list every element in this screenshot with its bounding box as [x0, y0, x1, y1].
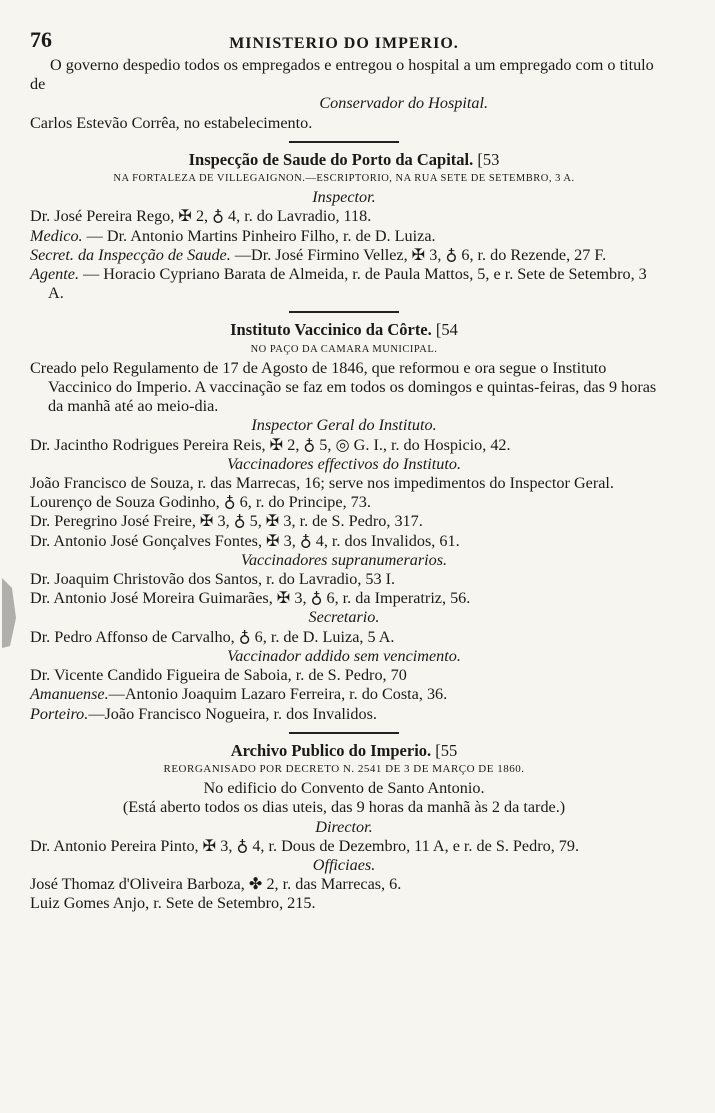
inspeccao-entry: [30, 207, 658, 226]
vaccinico-supranumerarios-label: Vaccinadores supranumerarios.: [240, 550, 448, 569]
entry-role: Porteiro.: [30, 704, 89, 723]
entry-role: Amanuense.: [30, 685, 109, 704]
list-item: Dr. Antonio José Gonçalves Fontes, ✠ 3, ♁ 4, r. dos Invalidos, 61.: [30, 531, 460, 550]
inspeccao-ref: [53: [477, 149, 500, 169]
entry-text: Dr. José Pereira Rego, ✠ 2, ♁ 4, r. do Lavradio, 118.: [30, 207, 372, 226]
list-item: Luiz Gomes Anjo, r. Sete de Setembro, 215.: [30, 894, 316, 913]
archivo-hours: (Está aberto todos os dias uteis, das 9 horas da manhã às 2 da tarde.): [122, 798, 566, 817]
list-item: Dr. Peregrino José Freire, ✠ 3, ♁ 5, ✠ 3, r. de S. Pedro, 317.: [30, 512, 423, 531]
running-head: MINISTERIO DO IMPERIO.: [229, 35, 459, 52]
entry-text: — Dr. Antonio Martins Pinheiro Filho, r. de D. Luiza.: [86, 226, 436, 245]
archivo-officiaes-label: Officiaes.: [312, 855, 376, 874]
entry-text: —João Francisco Nogueira, r. dos Invalidos.: [88, 704, 377, 723]
archivo-location: No edificio do Convento de Santo Antonio.: [203, 779, 485, 798]
inspeccao-entry: [30, 246, 658, 265]
vaccinico-secretario-label: Secretario.: [308, 608, 380, 627]
list-item: José Thomaz d'Oliveira Barboza, ✤ 2, r. das Marrecas, 6.: [30, 875, 402, 894]
page-edge-decoration-icon: [0, 578, 20, 648]
vaccinico-title-text: Instituto Vaccinico da Côrte.: [230, 320, 432, 340]
inspeccao-title: [30, 150, 658, 169]
inspeccao-entry: [30, 265, 658, 303]
archivo-title-text: Archivo Publico do Imperio.: [230, 740, 432, 760]
vaccinico-address: NO PAÇO DA CAMARA MUNICIPAL.: [250, 343, 438, 355]
entry-text: —Antonio Joaquim Lazaro Ferreira, r. do Costa, 36.: [108, 685, 448, 704]
inspeccao-inspector-label: Inspector.: [312, 188, 376, 207]
vaccinico-inspector: Dr. Jacintho Rodrigues Pereira Reis, ✠ 2, ♁ 5, ◎ G. I., r. do Hospicio, 42.: [30, 435, 511, 454]
vaccinico-secretario: Dr. Pedro Affonso de Carvalho, ♁ 6, r. de D. Luiza, 5 A.: [30, 627, 395, 646]
vaccinico-addido: Dr. Vicente Candido Figueira de Saboia, r. de S. Pedro, 70: [30, 666, 407, 685]
intro-text: O governo despedio todos os empregados e entregou o hospital a um empregado com o titulo de: [30, 56, 654, 94]
section-divider: [289, 311, 399, 313]
section-divider: [289, 141, 399, 143]
list-item: Dr. Antonio José Moreira Guimarães, ✠ 3, ♁ 6, r. da Imperatriz, 56.: [30, 589, 471, 608]
archivo-decree: REORGANISADO POR DECRETO N. 2541 DE 3 DE MARÇO DE 1860.: [163, 762, 525, 775]
inspeccao-title-text: Inspecção de Saude do Porto da Capital.: [188, 149, 474, 169]
archivo-director: Dr. Antonio Pereira Pinto, ✠ 3, ♁ 4, r. Dous de Dezembro, 11 A, e r. de S. Pedro, 79.: [30, 836, 580, 855]
section-divider: [289, 732, 399, 734]
list-item: Lourenço de Souza Godinho, ♁ 6, r. do Principe, 73.: [30, 493, 371, 512]
inspeccao-entry: [30, 227, 658, 246]
archivo-director-label: Director.: [315, 817, 373, 836]
vaccinico-amanuense: [30, 685, 658, 704]
vaccinico-title: [30, 320, 658, 339]
entry-text: —Dr. José Firmino Vellez, ✠ 3, ♁ 6, r. do Rezende, 27 F.: [234, 245, 607, 264]
entry-role: Medico.: [30, 226, 83, 245]
vaccinico-porteiro: [30, 705, 658, 724]
entry-role: Agente.: [30, 265, 79, 284]
intro-name: Carlos Estevão Corrêa, no estabelecimento.: [30, 113, 313, 132]
entry-text: — Horacio Cypriano Barata de Almeida, r. de Paula Mattos, 5, e r. Sete de Setembro, 3 A.: [48, 265, 647, 303]
vaccinico-inspector-label: Inspector Geral do Instituto.: [251, 416, 437, 435]
vaccinico-addido-label: Vaccinador addido sem vencimento.: [227, 646, 461, 665]
page-number: 76: [30, 27, 52, 52]
vaccinico-description: Creado pelo Regulamento de 17 de Agosto de 1846, que reformou e ora segue o Instituto Vaccinico do Imperio. A vaccinação se faz em todos os domingos e quintas-feiras, das 9 horas da manhã até ao meio-dia.: [30, 358, 657, 416]
list-item: João Francisco de Souza, r. das Marrecas, 16; serve nos impedimentos do Inspector Geral.: [30, 474, 614, 493]
page-header: [30, 27, 658, 56]
archivo-ref: [55: [435, 740, 458, 760]
page-content: [30, 27, 658, 914]
list-item: Dr. Joaquim Christovão dos Santos, r. do Lavradio, 53 I.: [30, 570, 396, 589]
vaccinico-effectivos-label: Vaccinadores effectivos do Instituto.: [226, 454, 462, 473]
intro-title: Conservador do Hospital.: [319, 94, 488, 113]
entry-role: Secret. da Inspecção de Saude.: [30, 245, 231, 264]
archivo-title: [30, 741, 658, 760]
inspeccao-address: NA FORTALEZA DE VILLEGAIGNON.—ESCRIPTORIO, NA RUA SETE DE SETEMBRO, 3 A.: [113, 173, 575, 185]
vaccinico-ref: [54: [435, 320, 458, 340]
